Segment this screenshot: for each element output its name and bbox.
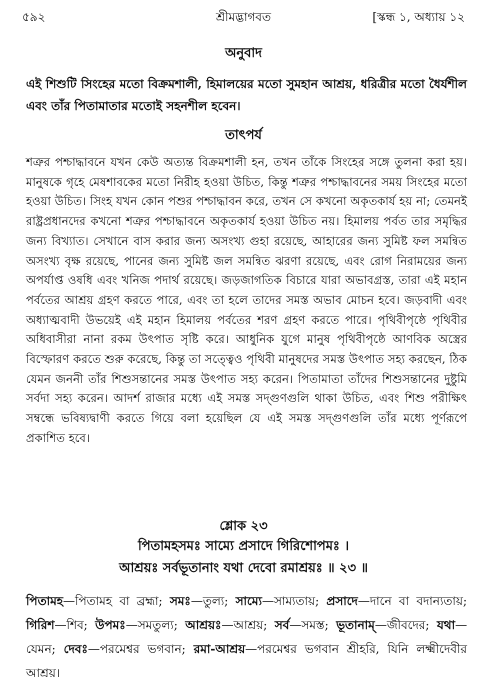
synonym-meaning: দানে বা বদান্যতায় <box>369 594 463 608</box>
book-title: শ্রীমদ্ভাগবত <box>215 10 271 24</box>
synonym-term: পিতামহ <box>26 594 64 608</box>
synonym-term: প্রসাদে <box>326 594 358 608</box>
synonym-meaning: জীবদের <box>386 618 426 632</box>
synonym-meaning: যেমন <box>26 642 52 656</box>
synonym-term: আশ্রয়ঃ <box>185 618 222 632</box>
synonym-meaning: আশ্রয় <box>233 618 264 632</box>
verse-heading: শ্লোক ২৩ <box>219 519 268 534</box>
verse-line-1: পিতামহসমঃ সাম্যে প্রসাদে গিরিশোপমঃ । <box>137 539 350 554</box>
translation-text: এই শিশুটি সিংহের মতো বিক্রমশালী, হিমালয়ের মতো সুমহান আশ্রয়, ধরিত্রীর মতো ধৈর্যশীল এবং তাঁর পিতামাতার মতোই সহনশীল হবেন। <box>26 77 467 113</box>
synonym-term: রমা-আশ্রয় <box>193 642 246 656</box>
synonym-meaning: পিতামহ বা ব্রহ্মা <box>75 594 159 608</box>
synonym-meaning: পরমেশ্বর ভগবান <box>99 642 182 656</box>
synonym-meaning: পরমেশ্বর ভগবান শ্রীহরি, যিনি লক্ষ্মীদেবীর আশ্রয়। <box>26 642 467 680</box>
synonym-meaning: সাম্যতায় <box>273 594 316 608</box>
synonym-meaning: সমতুল্য <box>137 618 174 632</box>
synonym-term: যথা <box>436 618 456 632</box>
purport-text: শত্রুর পশ্চাদ্ধাবনে যখন কেউ অত্যন্ত বিক্রমশালী হন, তখন তাঁকে সিংহের সঙ্গে তুলনা করা হয়। মানুষকে গৃহে মেষশাবকের মতো নিরীহ হওয়া উচিত, কিন্তু শত্রুর পশ্চাদ্ধাবনের সময় সিংহের মতো হওয়া উচিত। সিংহ যখন কোন পশুর পশ্চাদ্ধাবন করে, তখন সে কখনো অকৃতকার্য হয় না; তেমনই রাষ্ট্রপ্রধানদের কখনো শত্রুর পশ্চাদ্ধাবনে অকৃতকার্য হওয়া উচিত নয়। হিমালয় পর্বত তার সমৃদ্ধির জন্য বিখ্যাত। সেখানে বাস করার জন্য অসংখ্য গুহা রয়েছে, আহারের জন্য সুমিষ্ট ফল সমন্বিত অসংখ্য বৃক্ষ রয়েছে, পানের জন্য সুমিষ্ট জল সমন্বিত ঝরণা রয়েছে, এবং রোগ নিরাময়ের জন্য অপর্যাপ্ত ওষধি এবং খনিজ পদার্থ রয়েছে। জড়জাগতিক বিচারে যারা অভাবগ্রস্ত, তারা এই মহান পর্বতের আশ্রয় গ্রহণ করতে পারে, এবং তা হলে তাদের সমস্ত অভাব মোচন হবে। জড়বাদী এবং অধ্যাত্মবাদী উভয়েই এই মহান হিমালয় পর্বতের শরণ গ্রহণ করতে পারে। পৃথিবীপৃষ্ঠে পৃথিবীর অধিবাসীরা নানা রকম উৎপাত সৃষ্টি করে। আধুনিক যুগে মানুষ পৃথিবীপৃষ্ঠে আণবিক অস্ত্রের বিস্ফোরণ করতে শুরু করেছে, কিন্তু তা সত্ত্বেও পৃথিবী মানুষদের সমস্ত উৎপাত সহ্য করছেন, ঠিক যেমন জননী তাঁর শিশুসন্তানের সমস্ত উৎপাত সহ্য করেন। পিতামাতা তাঁদের শিশুসন্তানের দুষ্টুমি সর্বদা সহ্য করেন। আদর্শ রাজার মধ্যে এই সমস্ত সদ্গুণগুলি থাকা উচিত, এবং শিশু পরীক্ষিৎ সম্বন্ধে ভবিষ্যদ্বাণী করতে গিয়ে বলা হয়েছিল যে এই সমস্ত সদ্গুণগুলি তাঁর মধ্যে পূর্ণরূপে প্রকাশিত হবে। <box>26 155 467 445</box>
word-meanings: পিতামহ—পিতামহ বা ব্রহ্মা; সমঃ—তুল্য; সাম্যে—সাম্যতায়; প্রসাদে—দানে বা বদান্যতায়; গিরিশ—শিব; উপমঃ—সমতুল্য; আশ্রয়ঃ—আশ্রয়; সর্ব—সমস্ত; ভূতানাম্—জীবদের; যথা—যেমন; দেবঃ—পরমেশ্বর ভগবান; রমা-আশ্রয়—পরমেশ্বর ভগবান শ্রীহরি, যিনি লক্ষ্মীদেবীর আশ্রয়। <box>26 594 468 680</box>
synonym-meaning: তুল্য <box>202 594 225 608</box>
synonym-meaning: সমস্ত <box>301 618 325 632</box>
synonym-term: গিরিশ <box>26 618 55 632</box>
canto-chapter-label: [স্কন্ধ ১, অধ্যায় ১২ <box>372 10 465 24</box>
synonym-term: ভূতানাম্ <box>336 618 375 632</box>
purport-heading: তাৎপর্য <box>225 128 262 143</box>
synonym-term: উপমঃ <box>95 618 126 632</box>
synonym-term: সমঃ <box>169 594 191 608</box>
synonym-meaning: শিব <box>66 618 84 632</box>
page-number: ৫৯২ <box>22 10 46 24</box>
verse-line-2: আশ্রয়ঃ সর্বভূতানাং যথা দেবো রমাশ্রয়ঃ ॥ ২৩ ॥ <box>119 561 368 576</box>
synonym-term: সর্ব <box>274 618 290 632</box>
synonym-term: সাম্যে <box>235 594 262 608</box>
translation-heading: অনুবাদ <box>225 46 262 61</box>
synonym-term: দেবঃ <box>63 642 88 656</box>
page-header <box>22 8 465 26</box>
